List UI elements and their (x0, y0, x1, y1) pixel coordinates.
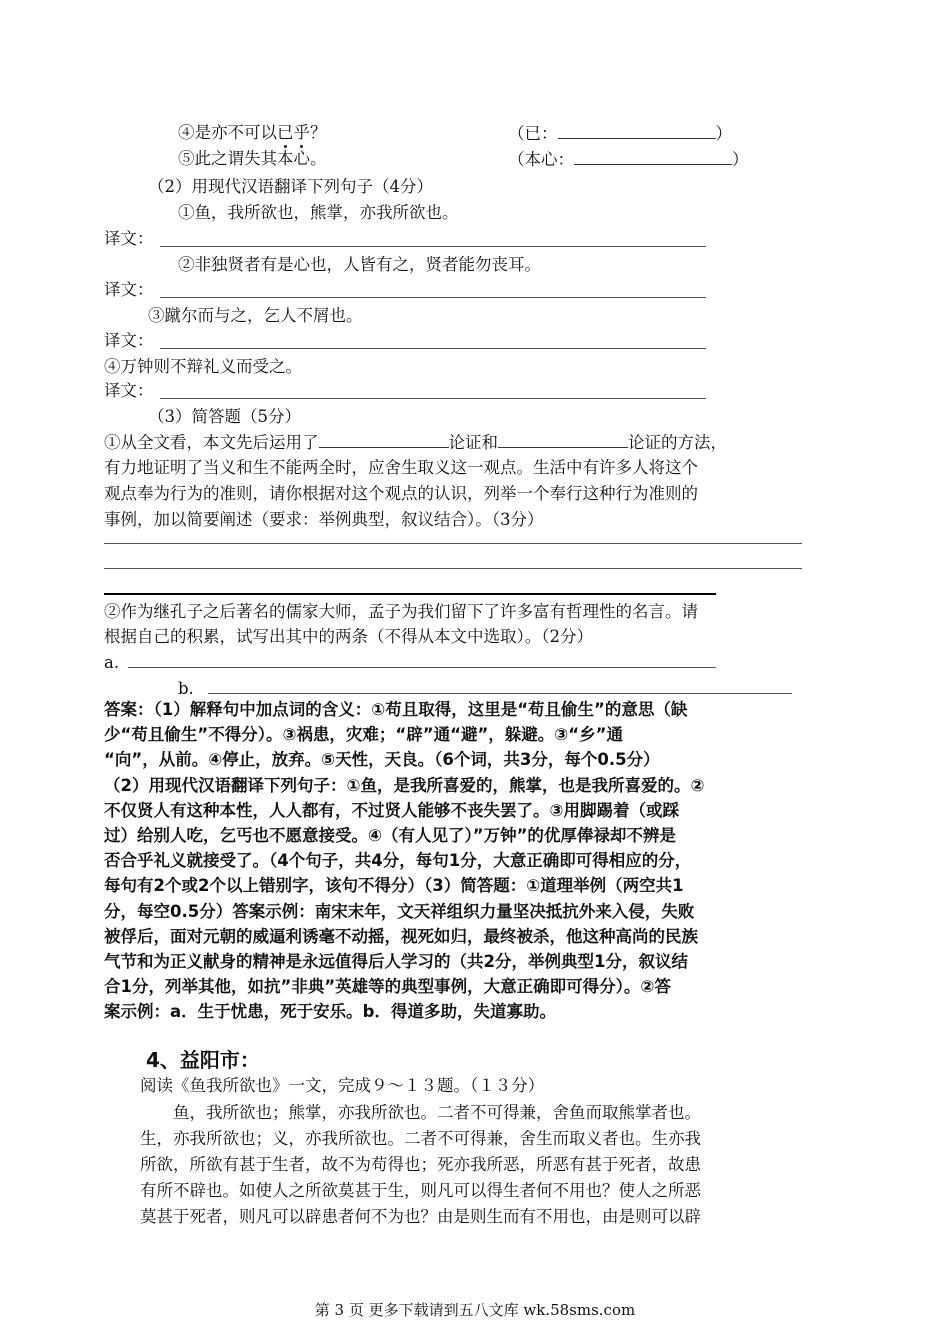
section-intro: 阅读《鱼我所欲也》一文，完成９～１３题。（１３分） (140, 1076, 545, 1095)
q3-blank-1[interactable] (319, 431, 449, 448)
answer-line: 案示例：a．生于忧患，死于安乐。b．得道多助，失道寡助。 (104, 1002, 556, 1022)
answer-line: 每句有2个或2个以上错别字，该句不得分）（3）简答题：①道理举例（两空共1 (104, 876, 684, 896)
q3-label-b: b. (178, 679, 194, 698)
answer-line: 不仅贤人有这种本性，人人都有，不过贤人能够不丧失罢了。③用脚踢着（或踩 (104, 800, 679, 820)
q1-item-5 (178, 148, 327, 170)
passage-line: 有所不辟也。如使人之所欲莫甚于生，则凡可以得生者何不用也？使人之所恶 (140, 1181, 701, 1200)
q3-line-5: ②作为继孔子之后著名的儒家大师，孟子为我们留下了许多富有哲理性的名言。请 (104, 602, 698, 621)
answer-line-3[interactable] (104, 593, 716, 595)
translation-line-4[interactable] (160, 398, 706, 399)
q3-line-6: 根据自己的积累，试写出其中的两条（不得从本文中选取）。（2分） (104, 627, 593, 646)
q2-sentence-3: ③蹴尔而与之，乞人不屑也。 (148, 306, 363, 325)
q1-item-5-close: ） (732, 150, 749, 169)
answer-line: 气节和为正义献身的精神是永远值得后人学习的（共2分，举例典型1分，叙议结 (104, 952, 688, 972)
translation-line-3[interactable] (160, 348, 706, 349)
answer-line: 分，每空0.5分）答案示例：南宋末年，文天祥组织力量坚决抵抗外来入侵，失败 (104, 901, 695, 921)
q2-sentence-2: ②非独贤者有是心也，人皆有之，贤者能勿丧耳。 (178, 255, 541, 274)
q2-heading: （2）用现代汉语翻译下列句子（4分） (148, 177, 433, 196)
q3-line-3: 观点奉为行为的准则，请你根据对这个观点的认识，列举一个奉行这种行为准则的 (104, 484, 698, 503)
answer-line-a[interactable] (128, 667, 716, 668)
q1-item-5-answer (508, 148, 749, 171)
q3-line-1 (104, 431, 727, 454)
q3-heading: （3）简答题（5分） (148, 407, 301, 426)
q3-label-a: a. (104, 653, 120, 672)
answer-line: 否合乎礼义就接受了。（4个句子，共4分，每句1分，大意正确即可得相应的分， (104, 851, 692, 871)
q1-item-5-blank[interactable] (574, 148, 732, 165)
answer-block (104, 697, 810, 1025)
answer-line: 合1分，列举其他，如抗”非典”英雄等的典型事例，大意正确即可得分）。②答 (104, 977, 671, 997)
q2-sentence-1: ①鱼，我所欲也，熊掌，亦我所欲也。 (178, 203, 459, 222)
answer-line: （2）用现代汉语翻译下列句子：①鱼，是我所喜爱的，熊掌，也是我所喜爱的。② (104, 775, 705, 795)
passage-line: 鱼，我所欲也；熊掌，亦我所欲也。二者不可得兼，舍鱼而取熊掌者也。 (140, 1103, 701, 1122)
q1-item-4-text: ④是亦不可以已乎？ (178, 123, 327, 142)
q3-line-4: 事例，加以简要阐述（要求：举例典型，叙议结合）。（3分） (104, 510, 544, 529)
translation-label: 译文： (104, 280, 154, 299)
q1-item-4 (178, 122, 327, 144)
q1-item-5-post: 。 (310, 149, 327, 168)
page-footer: 第 3 页 更多下载请到五八文库 wk.58sms.com (314, 1301, 636, 1319)
translation-line-2[interactable] (160, 297, 706, 298)
answer-line-2[interactable] (104, 568, 802, 569)
dotted-char: 心 (293, 149, 310, 168)
passage-line: 所欲，所欲有甚于生者，故不为苟得也；死亦我所恶，所恶有甚于死者，故患 (140, 1155, 701, 1174)
answer-line-b[interactable] (208, 693, 792, 694)
translation-label: 译文： (104, 229, 154, 248)
q3-line-1-a: ①从全文看，本文先后运用了 (104, 433, 319, 452)
q1-item-4-answer (508, 122, 732, 145)
q3-line-1-b: 论证和 (448, 433, 498, 452)
passage-line: 生，亦我所欲也；义，亦我所欲也。二者不可得兼，舍生而取义者也。生亦我 (140, 1129, 701, 1148)
passage (140, 1100, 810, 1230)
dotted-char: 本 (277, 149, 294, 168)
q1-item-4-close: ） (715, 124, 732, 143)
answer-line: 少“苟且偷生”不得分）。③祸患，灾难；“辟”通“避”，躲避。③“乡”通 (104, 725, 623, 745)
q1-item-5-paren: （本心： (508, 150, 574, 169)
translation-label: 译文： (104, 331, 154, 350)
answer-line: “向”，从前。④停止，放弃。⑤天性，天良。（6个词，共3分，每个0.5分） (104, 750, 660, 770)
translation-line-1[interactable] (160, 246, 706, 247)
section-title: 4、益阳市： (146, 1048, 260, 1072)
q2-sentence-4: ④万钟则不辩礼义而受之。 (104, 357, 302, 376)
q1-item-5-pre: ⑤此之谓失其 (178, 149, 277, 168)
passage-line: 莫甚于死者，则凡可以辟患者何不为也？由是则生而有不用也，由是则可以辟 (140, 1207, 701, 1226)
answer-line: 过）给别人吃，乞丐也不愿意接受。④（有人见了）”万钟”的优厚俸禄却不辨是 (104, 826, 676, 846)
q3-line-1-c: 论证的方法， (628, 433, 727, 452)
answer-line: 被俘后，面对元朝的威逼利诱毫不动摇，视死如归，最终被杀，他这种高尚的民族 (104, 926, 698, 946)
q3-line-2: 有力地证明了当义和生不能两全时，应舍生取义这一观点。生活中有许多人将这个 (104, 458, 698, 477)
q1-item-4-blank[interactable] (558, 122, 716, 139)
answer-line: 答案：（1）解释句中加点词的含义：①苟且取得，这里是“苟且偷生”的意思（缺 (104, 700, 688, 719)
answer-line-1[interactable] (104, 543, 802, 544)
q3-blank-2[interactable] (498, 431, 628, 448)
q1-item-4-paren: （已： (508, 124, 558, 143)
translation-label: 译文： (104, 381, 154, 400)
